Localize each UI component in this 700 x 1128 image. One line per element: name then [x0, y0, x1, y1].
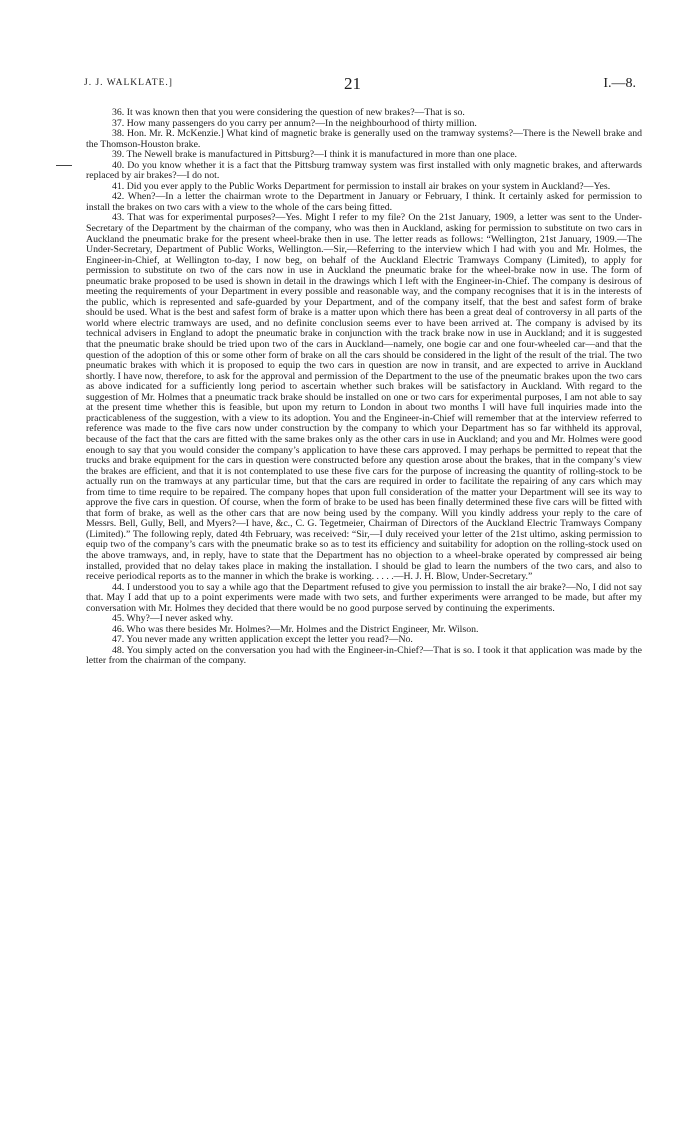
question-37: 37. How many passengers do you carry per annum?—In the neighbourhood of thirty million.	[112, 117, 477, 129]
question-39: 39. The Newell brake is manufactured in Pittsburg?—I think it is manufactured in more than one place.	[112, 149, 518, 161]
question-48: 48. You simply acted on the conversation you had with the Engineer-in-Chief?—That is so. I took it that application was made by the letter from the chairman of the company.	[86, 644, 642, 667]
question-43: 43. That was for experimental purposes?—Yes. Might I refer to my file? On the 21st January, 1909, a letter was sent to the Under-Secretary of the Department by the chairman of the company, who was then in Auckland, asking for permission to substitute on two cars in Auckland the pneumatic brake for the present wheel-brake then in use. The letter reads as follows: “Wellington, 21st January, 1909.—The Under-Secretary, Department of Public Works, Wellington.—Sir,—Referring to the interview which I had with you and Mr. Holmes, the Engineer-in-Chief, at Wellington to-day, I now beg, on behalf of the Auckland Electric Tramways Company (Limited), to apply for permission to substitute on two of the cars now in use in Auckland the pneumatic brake for the wheel-brake now in use. The form of pneumatic brake proposed to be used is shown in detail in the drawings which I left with the Engineer-in-Chief. The company is desirous of meeting the requirements of your Department in every possible and reasonable way, and the company recognises that it is in the interests of the public, which is represented and safe-guarded by your Department, and of the company itself, that the best and safest form of brake should be used. What is the best and safest form of brake is a matter upon which there has been a great deal of controversy in all parts of the world where electric tramways are used, and no definite conclusion seems ever to have been arrived at. The company is advised by its technical advisers in England to adopt the pneumatic brake in conjunction with the track brake now in use in Auckland; and it is suggested that the pneumatic brake should be tried upon two of the cars in Auckland—namely, one bogie car and one four-wheeled car—and that the question of the adoption of this or some other form of brake on all the cars should be considered in the light of the result of the trial. The two pneumatic brakes with which it is proposed to equip the two cars in question are now in transit, and are expected to arrive in Auckland shortly. I have now, therefore, to ask for the approval and permission of the Department to the use of the pneumatic brakes upon the two cars as above indicated for a sufficiently long period to ascertain whether such brakes will be satisfactory in Auckland. With regard to the suggestion of Mr. Holmes that a pneumatic track brake should be installed on one or two cars for experimental purposes, I am not able to say at the present time whether this is feasible, but upon my return to London in about two months I will have full inquiries made into the practicableness of the suggestion, with a view to its adoption. You and the Engineer-in-Chief will remember that at the interview referred to reference was made to the five cars now under construction by the company to which your Department has so far withheld its approval, because of the fact that the cars are fitted with the same brakes only as the other cars in use in Auckland; and you and Mr. Holmes were good enough to say that you would consider the company’s application to have these cars approved. I may perhaps be permitted to repeat that the trucks and brake equipment for the cars in question were constructed before any question arose about the brakes, that in the company’s view the brakes are efficient, and that it is not contemplated to use these five cars for the purpose of increasing the quantity of rolling-stock to be actually run on the tramways at any particular time, but that the cars are required in order to facilitate the repairing of any cars which may from time to time require to be repaired. The company hopes that upon full consideration of the matter your Department will see its way to approve the five cars in question. Of course, when the form of brake to be used has been finally determined these five cars will be fitted with that form of brake, as well as the other cars that are now being used by the company. Will you kindly address your reply to the care of Messrs. Bell, Gully, Bell, and Myers?—I have, &c., C. G. Tegetmeier, Chairman of Directors of the Auckland Electric Tramways Company (Limited).” The following reply, dated 4th February, was received: “Sir,—I duly received your letter of the 21st ultimo, asking permission to equip two of the company’s cars with the pneumatic brake so as to test its efficiency and suitability for adoption on the rolling-stock used on the above tramways, and, in reply, have to state that the Department has no objection to a wheel-brake operated by compressed air being installed, provided that no delay takes place in making the installation. I should be glad to learn the numbers of the two cars, and also to receive periodical reports as to the manner in which the brake is working. . . . .—H. J. H. Blow, Under-Secretary.”	[86, 212, 642, 583]
question-38: 38. Hon. Mr. R. McKenzie.] What kind of magnetic brake is generally used on the tramway systems?—There is the Newell brake and the Thomson-Houston brake.	[86, 128, 642, 150]
witness-name: J. J. WALKLATE.]	[84, 78, 173, 88]
question-46: 46. Who was there besides Mr. Holmes?—Mr. Holmes and the District Engineer, Mr. Wilson.	[112, 623, 479, 635]
question-44: 44. I understood you to say a while ago that the Department refused to give you permission to install the air brake?—No, I did not say that. May I add that up to a point experiments were made with two sets, and further experiments were arranged to be made, but after my conversation with Mr. Holmes they decided that there would be no good purpose served by continuing the experiments.	[86, 581, 642, 614]
question-42: 42. When?—In a letter the chairman wrote to the Department in January or February, I think. It certainly asked for permission to install the brakes on two cars with a view to the whole of the cars being fitted.	[86, 191, 642, 213]
question-40: 40. Do you know whether it is a fact that the Pittsburg tramway system was first installed with only magnetic brakes, and afterwards replaced by air brakes?—I do not.	[86, 159, 642, 182]
page-number: 21	[344, 74, 361, 93]
margin-mark	[56, 165, 72, 166]
question-41: 41. Did you ever apply to the Public Works Department for permission to install air brakes on your system in Auckland?—Yes.	[112, 180, 611, 192]
question-45: 45. Why?—I never asked why.	[112, 613, 234, 625]
document-body	[86, 108, 642, 667]
section-reference: I.—8.	[603, 76, 636, 91]
question-36: 36. It was known then that you were considering the question of new brakes?—That is so.	[112, 107, 465, 118]
page-header	[84, 76, 636, 94]
question-47: 47. You never made any written application except the letter you read?—No.	[112, 634, 413, 646]
